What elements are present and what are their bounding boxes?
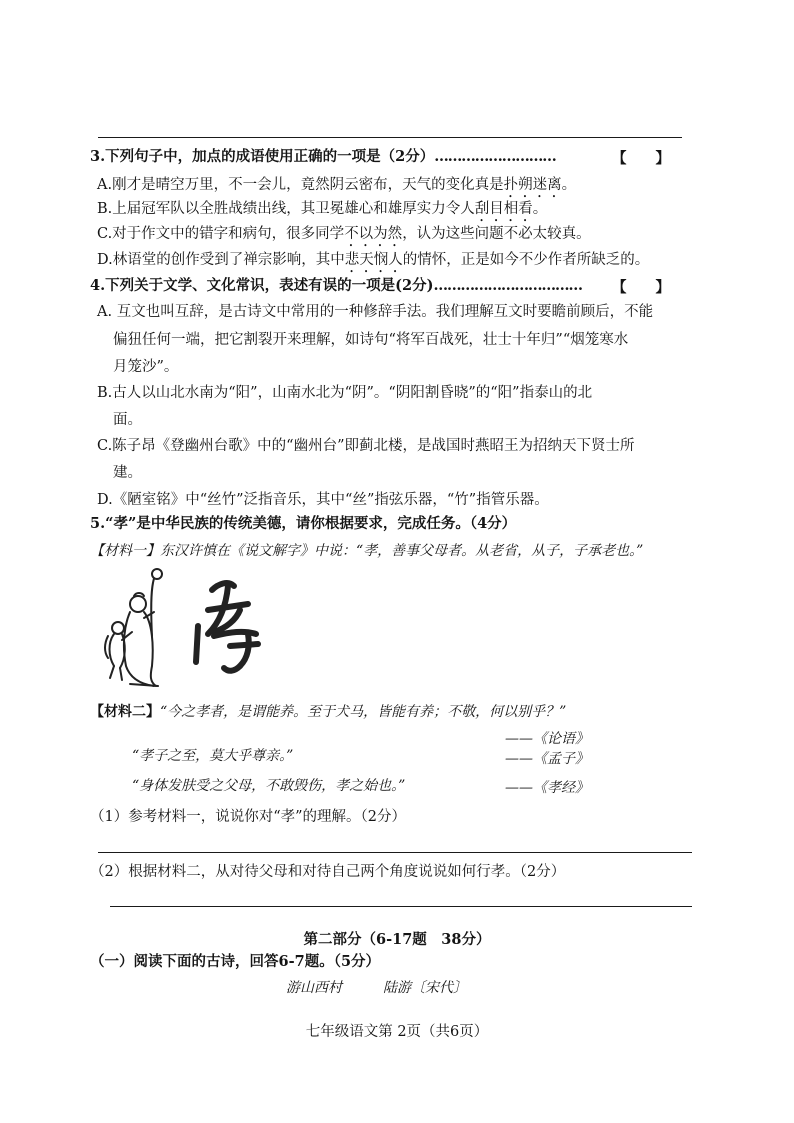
filial-piety-illustration (100, 566, 280, 696)
material-two-source-xiaojing: ——《孝经》 (505, 780, 589, 796)
q3-option-d: D.林语堂的创作受到了禅宗影响，其中悲天悯人的情怀，正是如今不少作者所缺乏的。 (97, 252, 650, 268)
material-one: 【材料一】东汉许慎在《说文解字》中说：“孝，善事父母者。从老省，从子，子承老也。” (90, 543, 644, 559)
answer-line-1 (98, 852, 692, 853)
q4-option-c-line2: 建。 (113, 465, 142, 481)
q3-stem: 3.下列句子中，加点的成语使用正确的一项是（2分）……………………… (90, 148, 556, 165)
poem-author: 陆游〔宋代〕 (383, 980, 467, 996)
q4-stem: 4.下列关于文学、文化常识，表述有误的一项是(2分)…………………………… (90, 277, 582, 294)
q3-option-a: A.刚才是晴空万里，不一会儿，竟然阴云密布，天气的变化真是扑朔迷离。 (97, 177, 577, 193)
q4-option-b-line1: B.古人以山北水南为“阳”，山南水北为“阴”。“阴阳割昏晓”的“阳”指泰山的北 (97, 385, 593, 401)
page-footer: 七年级语文第 2页（共6页） (305, 1024, 489, 1040)
q4-option-d: D.《陋室铭》中“丝竹”泛指音乐，其中“丝”指弦乐器，“竹”指管乐器。 (97, 492, 549, 508)
q3-answer-bracket: 【 】 (612, 150, 670, 167)
q4-option-b-line2: 面。 (113, 412, 142, 428)
answer-line-2 (110, 906, 692, 907)
q5-sub-question-2: （2）根据材料二，从对待父母和对待自己两个角度说说如何行孝。（2分） (90, 864, 566, 880)
material-two-source-mengzi: ——《孟子》 (505, 751, 589, 767)
q4-option-a-line2: 偏狃任何一端，把它割裂开来理解，如诗句“将军百战死，壮士十年归”“烟笼寒水 (113, 332, 629, 348)
elder-and-child-drawing (105, 569, 162, 686)
q4-option-a-line3: 月笼沙”。 (113, 359, 179, 375)
q5-stem: 5.“孝”是中华民族的传统美德，请你根据要求，完成任务。（4分） (90, 515, 517, 532)
part-two-heading: 第二部分（6-17题 38分） (303, 931, 491, 948)
q4-option-a-line1: A. 互文也叫互辞，是古诗文中常用的一种修辞手法。我们理解互文时要瞻前顾后，不能 (97, 304, 654, 320)
section-one-heading: （一）阅读下面的古诗，回答6-7题。（5分） (90, 953, 381, 970)
material-two-line1: 【材料二】“今之孝者，是谓能养。至于犬马，皆能有养；不敬，何以别乎？” (90, 704, 567, 720)
poem-title: 游山西村 (286, 980, 342, 996)
material-two-line3: “身体发肤受之父母，不敢毁伤，孝之始也。” (132, 778, 406, 794)
material-two-line2: “孝子之至，莫大乎尊亲。” (132, 748, 294, 764)
q4-option-c-line1: C.陈子昂《登幽州台歌》中的“幽州台”即蓟北楼，是战国时燕昭王为招纳天下贤士所 (97, 438, 635, 454)
q5-sub-question-1: （1）参考材料一，说说你对“孝”的理解。（2分） (90, 809, 407, 825)
q3-option-c: C.对于作文中的错字和病句，很多同学不以为然，认为这些问题不必太较真。 (97, 226, 591, 242)
material-two-source-lunyu: ——《论语》 (505, 731, 589, 747)
q3-option-b: B.上届冠军队以全胜战绩出线，其卫冕雄心和雄厚实力令人刮目相看。 (97, 201, 548, 217)
q4-answer-bracket: 【 】 (612, 279, 670, 296)
seal-script-xiao-glyph (196, 583, 258, 671)
top-rule (98, 137, 682, 138)
